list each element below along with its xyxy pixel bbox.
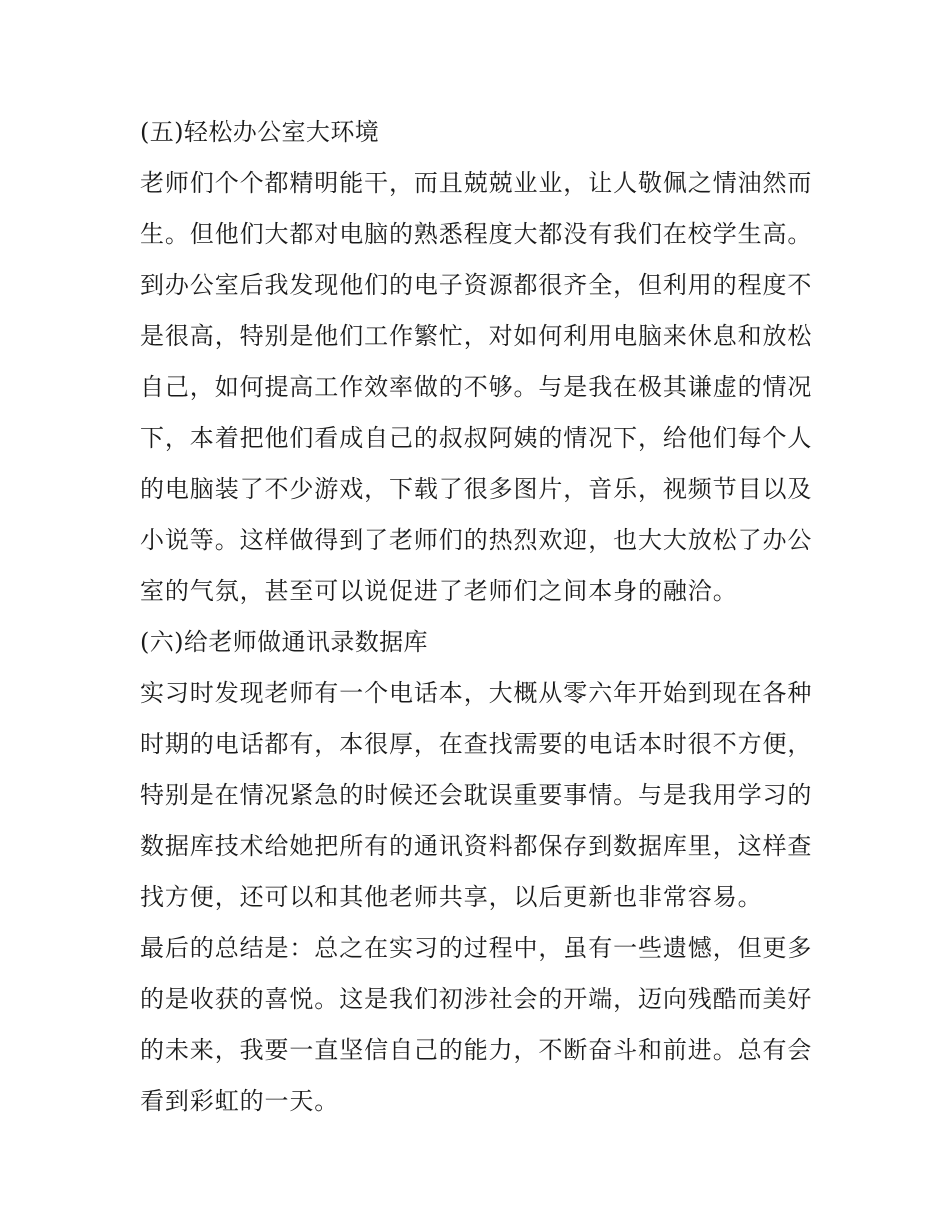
section-5-line-7: 的电脑装了不少游戏，下载了很多图片，音乐，视频节目以及 [140,475,813,503]
section-6-heading: (六)给老师做通讯录数据库 [140,628,428,656]
section-6-line-4: 数据库技术给她把所有的通讯资料都保存到数据库里，这样查 [140,832,813,860]
section-5-line-9: 室的气氛，甚至可以说促进了老师们之间本身的融洽。 [140,577,738,605]
conclusion-line-3: 的未来，我要一直坚信自己的能力，不断奋斗和前进。总有会 [140,1036,813,1064]
document-body [140,107,816,1127]
conclusion-line-1: 最后的总结是：总之在实习的过程中，虽有一些遗憾，但更多 [140,934,813,962]
section-6-line-1: 实习时发现老师有一个电话本，大概从零六年开始到现在各种 [140,679,813,707]
section-6-line-3: 特别是在情况紧急的时候还会耽误重要事情。与是我用学习的 [140,781,813,809]
conclusion-line-2: 的是收获的喜悦。这是我们初涉社会的开端，迈向残酷而美好 [140,985,813,1013]
section-6-line-5: 找方便，还可以和其他老师共享，以后更新也非常容易。 [140,883,763,911]
section-5-heading: (五)轻松办公室大环境 [140,118,380,146]
section-5-line-2: 生。但他们大都对电脑的熟悉程度大都没有我们在校学生高。 [140,220,813,248]
conclusion-line-4: 看到彩虹的一天。 [140,1087,340,1115]
section-5-line-3: 到办公室后我发现他们的电子资源都很齐全，但利用的程度不 [140,271,813,299]
section-5-line-8: 小说等。这样做得到了老师们的热烈欢迎，也大大放松了办公 [140,526,813,554]
section-5-line-4: 是很高，特别是他们工作繁忙，对如何利用电脑来休息和放松 [140,322,813,350]
section-5-line-5: 自己，如何提高工作效率做的不够。与是我在极其谦虚的情况 [140,373,813,401]
section-5-line-1: 老师们个个都精明能干，而且兢兢业业，让人敬佩之情油然而 [140,169,813,197]
section-5-line-6: 下，本着把他们看成自己的叔叔阿姨的情况下，给他们每个人 [140,424,813,452]
section-6-line-2: 时期的电话都有，本很厚，在查找需要的电话本时很不方便， [140,730,813,758]
